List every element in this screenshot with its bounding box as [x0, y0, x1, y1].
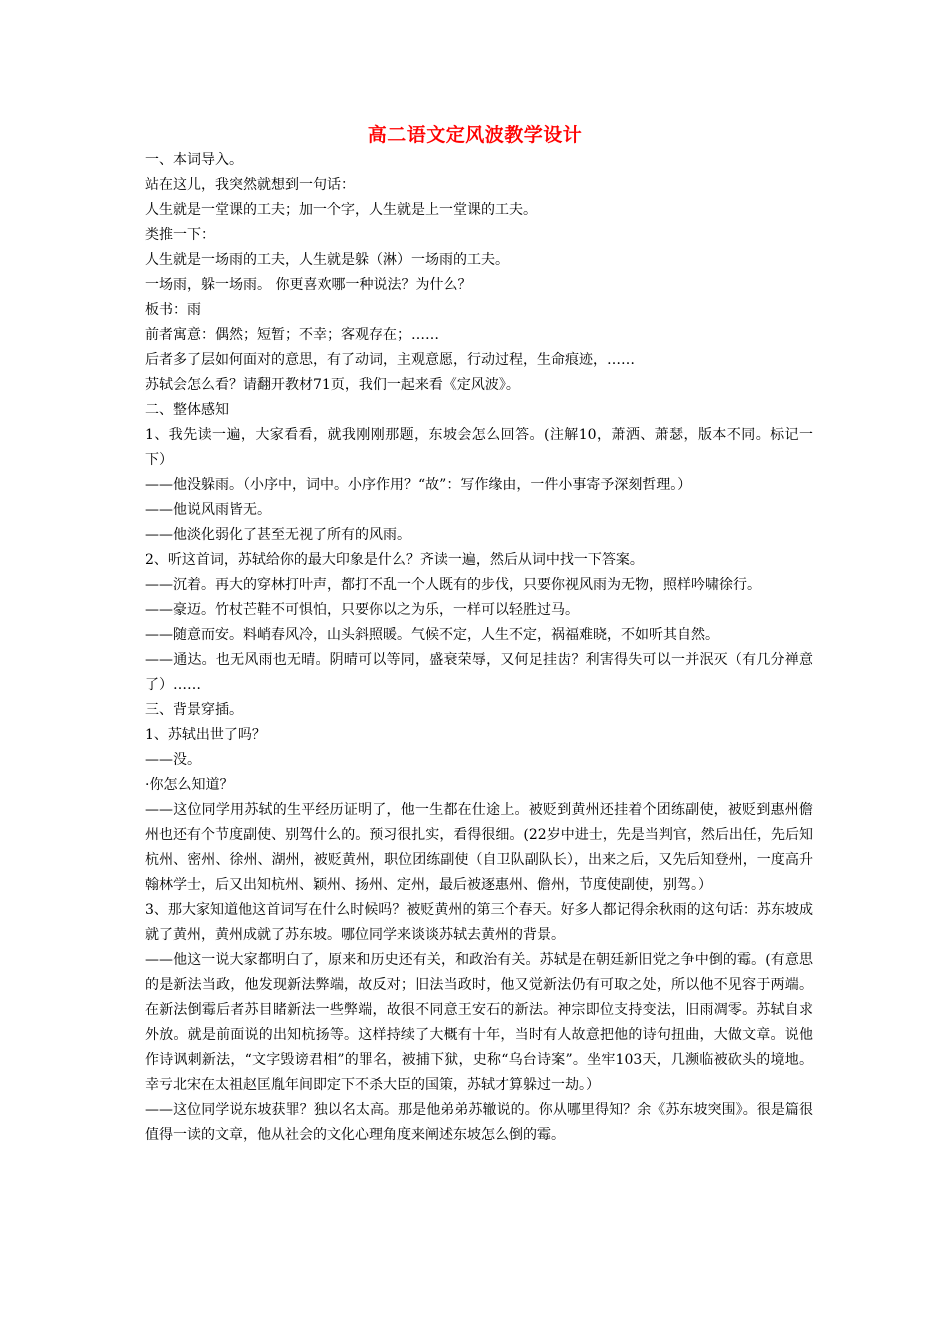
paragraph: ——他说风雨皆无。 [145, 502, 271, 518]
paragraph-section-1-heading: 一、本词导入。 [145, 152, 243, 168]
paragraph: 站在这儿，我突然就想到一句话： [145, 177, 355, 193]
paragraph-section-2-heading: 二、整体感知 [145, 402, 229, 418]
paragraph: 2、听这首词，苏轼给你的最大印象是什么？齐读一遍，然后从词中找一下答案。 [145, 552, 644, 568]
paragraph: 类推一下： [145, 227, 215, 243]
paragraph: ——沉着。再大的穿林打叶声，都打不乱一个人既有的步伐，只要你视风雨为无物，照样吟啸徐行。 [145, 577, 761, 593]
paragraph: 1、苏轼出世了吗？ [145, 727, 266, 743]
paragraph: ——通达。也无风雨也无晴。阴晴可以等同，盛衰荣辱，又何足挂齿？利害得失可以一并泯灭（有几分禅意了）…… [145, 652, 813, 693]
paragraph: 人生就是一场雨的工夫，人生就是躲（淋）一场雨的工夫。 [145, 252, 509, 268]
document-title: 高二语文定风波教学设计 [367, 124, 583, 146]
paragraph: ——这位同学说东坡获罪？独以名太高。那是他弟弟苏辙说的。你从哪里得知？余《苏东坡突围》。很是篇很值得一读的文章，他从社会的文化心理角度来阐述东坡怎么倒的霉。 [145, 1102, 813, 1143]
paragraph: ——这位同学用苏轼的生平经历证明了，他一生都在仕途上。被贬到黄州还挂着个团练副使，被贬到惠州儋州也还有个节度副使、别驾什么的。预习很扎实，看得很细。(22岁中进士，先是当判官，然后出任，先后知杭州、密州、徐州、湖州，被贬黄州，职位团练副使（自卫队副队长），出来之后，又先后知登州，一度高升翰林学士，后又出知杭州、颖州、扬州、定州，最后被逐惠州、儋州，节度使副使，别驾。） [145, 802, 813, 893]
paragraph-board-note: 板书：雨 [145, 302, 201, 318]
paragraph: 一场雨，躲一场雨。 你更喜欢哪一种说法？为什么？ [145, 277, 472, 293]
paragraph: ——豪迈。竹杖芒鞋不可惧怕，只要你以之为乐，一样可以轻胜过马。 [145, 602, 579, 618]
paragraph: ——随意而安。料峭春风冷，山头斜照暖。气候不定，人生不定，祸福难晓，不如听其自然。 [145, 627, 719, 643]
paragraph: 苏轼会怎么看？请翻开教材71页，我们一起来看《定风波》。 [145, 377, 520, 393]
document-body [145, 148, 813, 1148]
paragraph-section-3-heading: 三、背景穿插。 [145, 702, 243, 718]
paragraph: 前者寓意：偶然；短暂；不幸；客观存在；…… [145, 327, 439, 343]
paragraph: 3、那大家知道他这首词写在什么时候吗？被贬黄州的第三个春天。好多人都记得余秋雨的这句话：苏东坡成就了黄州，黄州成就了苏东坡。哪位同学来谈谈苏轼去黄州的背景。 [145, 902, 813, 943]
paragraph: 人生就是一堂课的工夫；加一个字，人生就是上一堂课的工夫。 [145, 202, 537, 218]
paragraph: ——没。 [145, 752, 201, 768]
paragraph: 1、我先读一遍，大家看看，就我刚刚那题，东坡会怎么回答。(注解10，萧洒、萧瑟，版本不同。标记一下） [145, 427, 813, 468]
paragraph: 后者多了层如何面对的意思，有了动词，主观意愿，行动过程，生命痕迹，…… [145, 352, 635, 368]
paragraph: ——他这一说大家都明白了，原来和历史还有关，和政治有关。苏轼是在朝廷新旧党之争中倒的霉。(有意思的是新法当政，他发现新法弊端，故反对；旧法当政时，他又觉新法仍有可取之处，所以他不见容于两端。在新法倒霉后者苏目睹新法一些弊端，故很不同意王安石的新法。神宗即位支持变法，旧雨凋零。苏轼自求外放。就是前面说的出知杭扬等。这样持续了大概有十年，当时有人故意把他的诗句扭曲，大做文章。说他作诗讽刺新法，“文字毁谤君相”的罪名，被捕下狱，史称“乌台诗案”。坐牢103天，几濒临被砍头的境地。幸亏北宋在太祖赵匡胤年间即定下不杀大臣的国策，苏轼才算躲过一劫。） [145, 952, 813, 1093]
paragraph: ——他没躲雨。（小序中，词中。小序作用？“故”：写作缘由，一件小事寄予深刻哲理。） [145, 477, 692, 493]
paragraph: ——他淡化弱化了甚至无视了所有的风雨。 [145, 527, 411, 543]
paragraph: ·你怎么知道？ [145, 777, 234, 793]
